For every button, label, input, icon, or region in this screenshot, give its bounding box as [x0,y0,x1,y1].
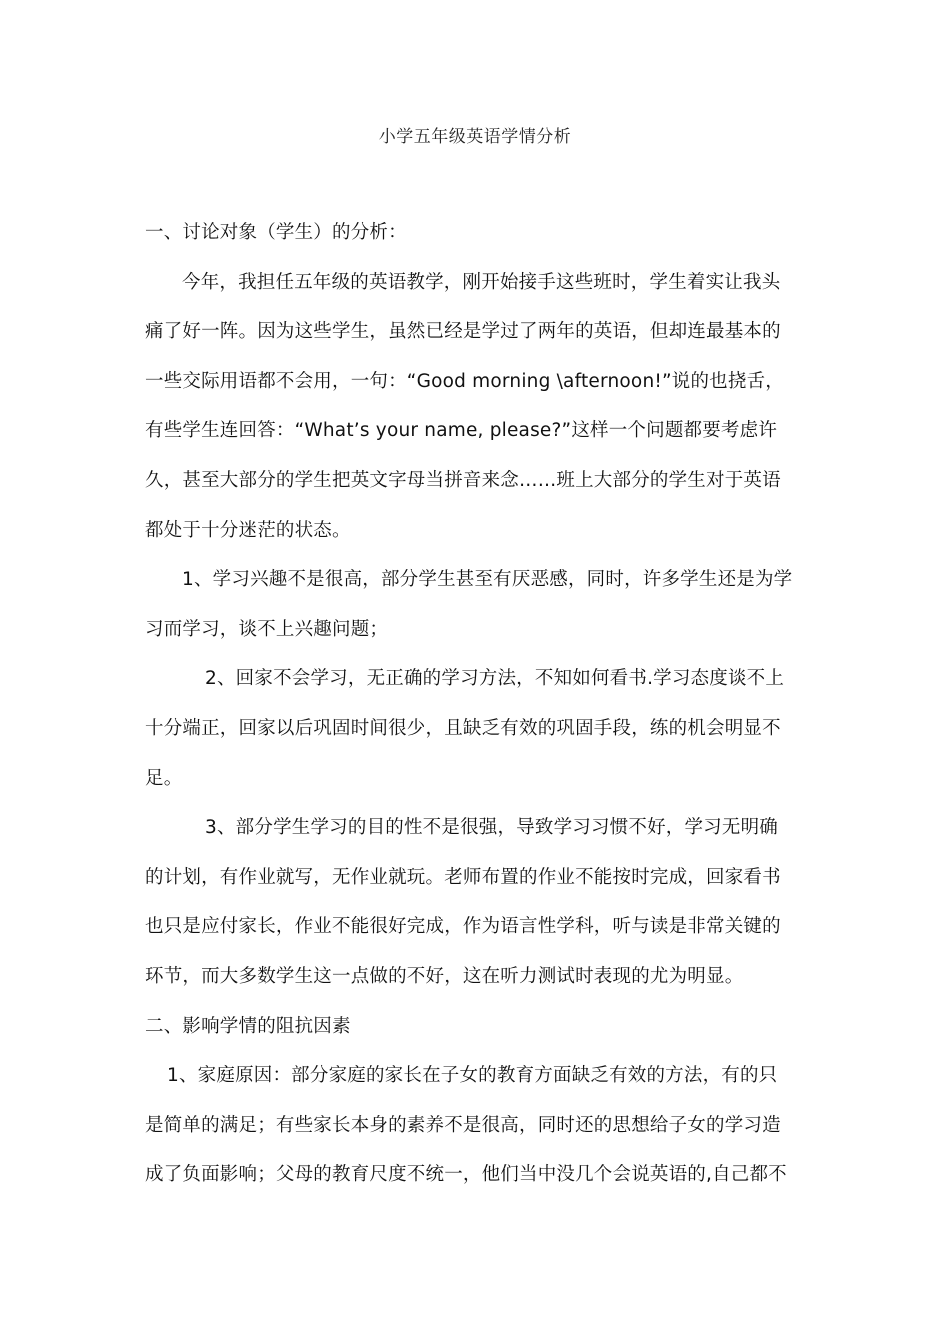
document-title: 小学五年级英语学情分析 [378,127,572,147]
paragraph-line: 今年，我担任五年级的英语教学，刚开始接手这些班时，学生着实让我头 [182,271,781,293]
paragraph-line: 都处于十分迷茫的状态。 [145,519,351,541]
list-item-line: 成了负面影响；父母的教育尺度不统一，他们当中没几个会说英语的,自己都不 [145,1164,787,1186]
list-item-line: 是简单的满足；有些家长本身的素养不是很高，同时还的思想给子女的学习造 [145,1114,781,1136]
list-item-line: 也只是应付家长，作业不能很好完成，作为语言性学科，听与读是非常关键的 [145,916,781,938]
section-heading-1: 一、讨论对象（学生）的分析： [145,222,407,243]
list-item-line: 十分端正，回家以后巩固时间很少，且缺乏有效的巩固手段，练的机会明显不 [145,717,781,739]
list-item-line: 3、部分学生学习的目的性不是很强，导致学习习惯不好，学习无明确 [205,817,778,839]
paragraph-line: 痛了好一阵。因为这些学生，虽然已经是学过了两年的英语，但却连最基本的 [145,321,781,343]
list-item-line: 2、回家不会学习，无正确的学习方法，不知如何看书.学习态度谈不上 [205,668,785,690]
paragraph-line: 一些交际用语都不会用，一句：“Good morning \afternoon!”说的也挠舌， [145,370,784,392]
list-item-line: 1、学习兴趣不是很高，部分学生甚至有厌恶感，同时，许多学生还是为学 [182,569,793,591]
list-item-line: 环节，而大多数学生这一点做的不好，这在听力测试时表现的尤为明显。 [145,965,744,987]
document-body [145,208,807,1200]
paragraph-line: 久，甚至大部分的学生把英文字母当拼音来念……班上大部分的学生对于英语 [145,469,781,491]
list-item-line: 的计划，有作业就写，无作业就玩。老师布置的作业不能按时完成，回家看书 [145,866,781,888]
list-item-line: 足。 [145,767,183,789]
list-item-line: 1、家庭原因：部分家庭的家长在子女的教育方面缺乏有效的方法，有的只 [167,1065,778,1087]
section-heading-2: 二、影响学情的阻抗因素 [145,1015,351,1037]
paragraph-line: 有些学生连回答：“What’s your name, please?”这样一个问题都要考虑许 [145,420,778,442]
list-item-line: 习而学习，谈不上兴趣问题； [145,618,389,640]
